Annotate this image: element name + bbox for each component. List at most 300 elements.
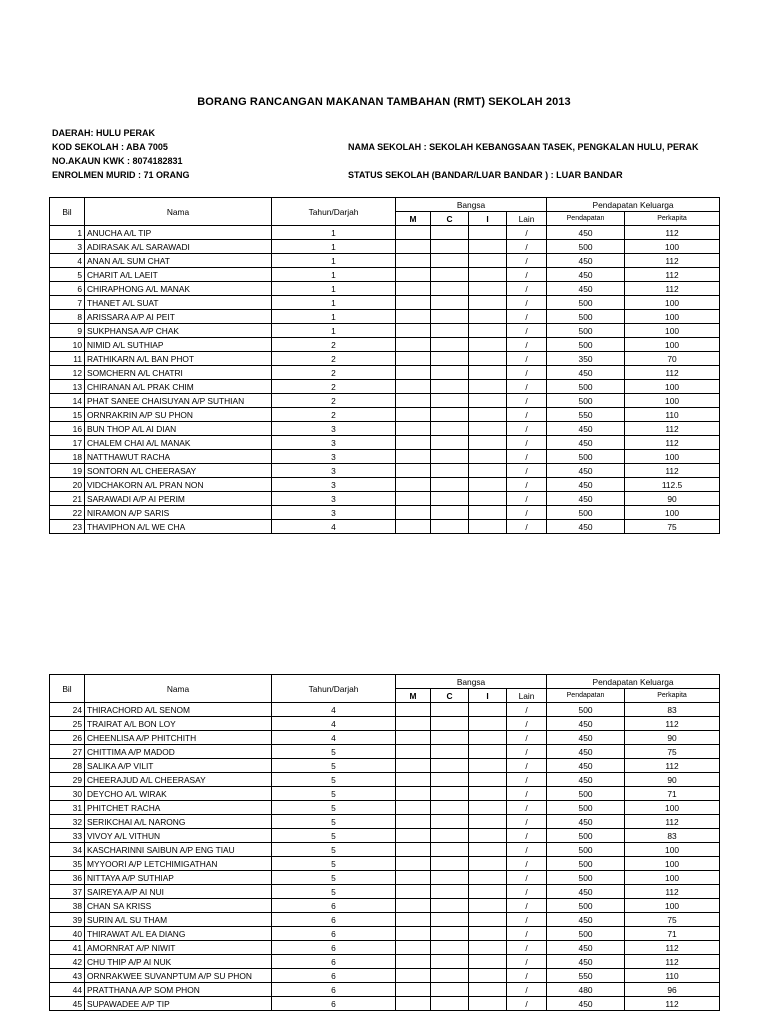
row-lain: / — [507, 492, 547, 506]
header-bil: Bil — [50, 675, 85, 703]
table-row — [50, 422, 720, 436]
row-bil: 27 — [50, 745, 85, 759]
row-tahun: 5 — [272, 773, 396, 787]
row-lain: / — [507, 464, 547, 478]
row-m — [396, 226, 431, 240]
row-bil: 10 — [50, 338, 85, 352]
header-perkapita: Perkapita — [625, 212, 720, 226]
row-bil: 24 — [50, 703, 85, 717]
table-row — [50, 885, 720, 899]
no-akaun-label: NO.AKAUN KWK : 8074182831 — [52, 156, 183, 166]
table-row — [50, 520, 720, 534]
row-m — [396, 268, 431, 282]
row-lain: / — [507, 857, 547, 871]
row-lain: / — [507, 969, 547, 983]
row-perkapita: 112 — [625, 464, 720, 478]
row-bil: 33 — [50, 829, 85, 843]
row-tahun: 1 — [272, 268, 396, 282]
row-bil: 6 — [50, 282, 85, 296]
row-c — [431, 857, 469, 871]
row-bil: 23 — [50, 520, 85, 534]
row-nama: CHAN SA KRISS — [85, 899, 272, 913]
row-lain: / — [507, 338, 547, 352]
row-pendapatan: 450 — [547, 773, 625, 787]
row-lain: / — [507, 703, 547, 717]
enrolmen-label: ENROLMEN MURID : 71 ORANG — [52, 170, 190, 180]
row-c — [431, 506, 469, 520]
row-m — [396, 240, 431, 254]
row-m — [396, 773, 431, 787]
row-c — [431, 464, 469, 478]
table-row — [50, 829, 720, 843]
row-perkapita: 100 — [625, 857, 720, 871]
table-row — [50, 366, 720, 380]
table-row — [50, 997, 720, 1011]
row-m — [396, 913, 431, 927]
header-pendapatan-keluarga: Pendapatan Keluarga — [547, 198, 720, 212]
header-pendapatan: Pendapatan — [547, 689, 625, 703]
table-row — [50, 983, 720, 997]
row-c — [431, 520, 469, 534]
row-bil: 38 — [50, 899, 85, 913]
row-i — [469, 955, 507, 969]
row-lain: / — [507, 871, 547, 885]
row-nama: CHU THIP A/P AI NUK — [85, 955, 272, 969]
row-i — [469, 436, 507, 450]
row-i — [469, 871, 507, 885]
table-row — [50, 268, 720, 282]
row-m — [396, 857, 431, 871]
row-lain: / — [507, 394, 547, 408]
row-tahun: 3 — [272, 422, 396, 436]
row-c — [431, 254, 469, 268]
row-i — [469, 338, 507, 352]
row-i — [469, 268, 507, 282]
header-m: M — [396, 212, 431, 226]
row-perkapita: 71 — [625, 787, 720, 801]
row-lain: / — [507, 408, 547, 422]
table-row — [50, 408, 720, 422]
table-row — [50, 843, 720, 857]
row-nama: DEYCHO A/L WIRAK — [85, 787, 272, 801]
row-lain: / — [507, 422, 547, 436]
row-tahun: 5 — [272, 759, 396, 773]
header-i: I — [469, 212, 507, 226]
row-i — [469, 745, 507, 759]
row-c — [431, 801, 469, 815]
row-pendapatan: 450 — [547, 815, 625, 829]
row-m — [396, 899, 431, 913]
row-i — [469, 913, 507, 927]
row-nama: SAIREYA A/P AI NUI — [85, 885, 272, 899]
row-bil: 25 — [50, 717, 85, 731]
row-pendapatan: 450 — [547, 226, 625, 240]
header-lain: Lain — [507, 212, 547, 226]
table-row — [50, 436, 720, 450]
table-row — [50, 506, 720, 520]
row-perkapita: 71 — [625, 927, 720, 941]
row-i — [469, 422, 507, 436]
row-lain: / — [507, 380, 547, 394]
row-m — [396, 506, 431, 520]
row-pendapatan: 500 — [547, 927, 625, 941]
row-m — [396, 829, 431, 843]
row-m — [396, 703, 431, 717]
header-bangsa: Bangsa — [396, 675, 547, 689]
row-c — [431, 717, 469, 731]
row-c — [431, 422, 469, 436]
header-nama: Nama — [85, 675, 272, 703]
row-i — [469, 240, 507, 254]
row-m — [396, 885, 431, 899]
row-c — [431, 380, 469, 394]
row-lain: / — [507, 324, 547, 338]
row-tahun: 2 — [272, 366, 396, 380]
row-tahun: 1 — [272, 310, 396, 324]
row-nama: ARISSARA A/P AI PEIT — [85, 310, 272, 324]
row-pendapatan: 450 — [547, 464, 625, 478]
row-nama: NATTHAWUT RACHA — [85, 450, 272, 464]
row-m — [396, 927, 431, 941]
row-perkapita: 112 — [625, 941, 720, 955]
row-perkapita: 100 — [625, 871, 720, 885]
row-lain: / — [507, 254, 547, 268]
row-lain: / — [507, 240, 547, 254]
row-bil: 14 — [50, 394, 85, 408]
header-m: M — [396, 689, 431, 703]
row-perkapita: 90 — [625, 492, 720, 506]
row-lain: / — [507, 913, 547, 927]
table-row — [50, 338, 720, 352]
row-bil: 40 — [50, 927, 85, 941]
table-row — [50, 801, 720, 815]
row-c — [431, 366, 469, 380]
row-bil: 1 — [50, 226, 85, 240]
row-nama: THANET A/L SUAT — [85, 296, 272, 310]
row-perkapita: 75 — [625, 745, 720, 759]
row-nama: SOMCHERN A/L CHATRI — [85, 366, 272, 380]
row-pendapatan: 450 — [547, 436, 625, 450]
row-i — [469, 310, 507, 324]
row-c — [431, 927, 469, 941]
row-c — [431, 703, 469, 717]
row-nama: BUN THOP A/L AI DIAN — [85, 422, 272, 436]
row-bil: 35 — [50, 857, 85, 871]
row-perkapita: 75 — [625, 913, 720, 927]
table-row — [50, 324, 720, 338]
row-m — [396, 717, 431, 731]
row-pendapatan: 500 — [547, 394, 625, 408]
row-perkapita: 112 — [625, 226, 720, 240]
row-lain: / — [507, 843, 547, 857]
row-nama: CHIRAPHONG A/L MANAK — [85, 282, 272, 296]
row-m — [396, 394, 431, 408]
row-c — [431, 478, 469, 492]
row-pendapatan: 500 — [547, 857, 625, 871]
row-perkapita: 112 — [625, 366, 720, 380]
row-tahun: 2 — [272, 352, 396, 366]
row-tahun: 3 — [272, 450, 396, 464]
row-perkapita: 112 — [625, 436, 720, 450]
row-bil: 21 — [50, 492, 85, 506]
row-nama: CHITTIMA A/P MADOD — [85, 745, 272, 759]
row-nama: THIRAWAT A/L EA DIANG — [85, 927, 272, 941]
table-row — [50, 815, 720, 829]
row-tahun: 3 — [272, 436, 396, 450]
row-m — [396, 296, 431, 310]
row-m — [396, 843, 431, 857]
row-c — [431, 815, 469, 829]
header-tahun: Tahun/Darjah — [272, 198, 396, 226]
row-i — [469, 703, 507, 717]
row-m — [396, 759, 431, 773]
row-perkapita: 100 — [625, 380, 720, 394]
row-perkapita: 90 — [625, 731, 720, 745]
table-row — [50, 773, 720, 787]
row-pendapatan: 500 — [547, 338, 625, 352]
row-i — [469, 885, 507, 899]
row-c — [431, 885, 469, 899]
row-pendapatan: 450 — [547, 366, 625, 380]
row-lain: / — [507, 450, 547, 464]
row-nama: CHARIT A/L LAEIT — [85, 268, 272, 282]
row-perkapita: 110 — [625, 969, 720, 983]
row-i — [469, 450, 507, 464]
header-pendapatan: Pendapatan — [547, 212, 625, 226]
row-lain: / — [507, 436, 547, 450]
row-lain: / — [507, 773, 547, 787]
row-pendapatan: 500 — [547, 506, 625, 520]
row-m — [396, 801, 431, 815]
header-c: C — [431, 689, 469, 703]
row-m — [396, 254, 431, 268]
row-perkapita: 100 — [625, 450, 720, 464]
row-c — [431, 296, 469, 310]
row-i — [469, 843, 507, 857]
row-c — [431, 969, 469, 983]
row-lain: / — [507, 296, 547, 310]
row-m — [396, 464, 431, 478]
row-pendapatan: 500 — [547, 843, 625, 857]
row-nama: SERIKCHAI A/L NARONG — [85, 815, 272, 829]
nama-sekolah-label: NAMA SEKOLAH : SEKOLAH KEBANGSAAN TASEK, PENGKALAN HULU, PERAK — [348, 142, 699, 152]
row-c — [431, 310, 469, 324]
row-nama: NIMID A/L SUTHIAP — [85, 338, 272, 352]
row-tahun: 5 — [272, 801, 396, 815]
row-perkapita: 112 — [625, 955, 720, 969]
row-nama: PHITCHET RACHA — [85, 801, 272, 815]
row-lain: / — [507, 829, 547, 843]
row-perkapita: 100 — [625, 310, 720, 324]
row-lain: / — [507, 506, 547, 520]
daerah-label: DAERAH: HULU PERAK — [52, 128, 155, 138]
row-pendapatan: 350 — [547, 352, 625, 366]
row-bil: 26 — [50, 731, 85, 745]
row-c — [431, 731, 469, 745]
header-lain: Lain — [507, 689, 547, 703]
row-nama: CHEERAJUD A/L CHEERASAY — [85, 773, 272, 787]
row-pendapatan: 450 — [547, 282, 625, 296]
row-i — [469, 941, 507, 955]
row-m — [396, 997, 431, 1011]
row-c — [431, 436, 469, 450]
row-lain: / — [507, 899, 547, 913]
row-nama: SUPAWADEE A/P TIP — [85, 997, 272, 1011]
row-m — [396, 871, 431, 885]
row-tahun: 3 — [272, 478, 396, 492]
row-i — [469, 464, 507, 478]
row-tahun: 6 — [272, 955, 396, 969]
table-row — [50, 352, 720, 366]
row-m — [396, 983, 431, 997]
row-perkapita: 100 — [625, 506, 720, 520]
row-i — [469, 731, 507, 745]
row-perkapita: 90 — [625, 773, 720, 787]
row-bil: 22 — [50, 506, 85, 520]
table-row — [50, 899, 720, 913]
row-bil: 42 — [50, 955, 85, 969]
row-pendapatan: 500 — [547, 240, 625, 254]
row-pendapatan: 450 — [547, 268, 625, 282]
row-bil: 31 — [50, 801, 85, 815]
row-perkapita: 75 — [625, 520, 720, 534]
row-pendapatan: 450 — [547, 254, 625, 268]
row-i — [469, 380, 507, 394]
row-m — [396, 815, 431, 829]
row-nama: NIRAMON A/P SARIS — [85, 506, 272, 520]
row-m — [396, 310, 431, 324]
row-lain: / — [507, 787, 547, 801]
row-c — [431, 745, 469, 759]
row-tahun: 2 — [272, 380, 396, 394]
row-perkapita: 110 — [625, 408, 720, 422]
row-nama: ADIRASAK A/L SARAWADI — [85, 240, 272, 254]
row-perkapita: 70 — [625, 352, 720, 366]
table-row — [50, 745, 720, 759]
row-pendapatan: 500 — [547, 324, 625, 338]
row-lain: / — [507, 478, 547, 492]
row-nama: NITTAYA A/P SUTHIAP — [85, 871, 272, 885]
row-c — [431, 899, 469, 913]
row-tahun: 5 — [272, 787, 396, 801]
row-perkapita: 112.5 — [625, 478, 720, 492]
row-bil: 13 — [50, 380, 85, 394]
table-row — [50, 871, 720, 885]
row-i — [469, 787, 507, 801]
row-tahun: 1 — [272, 226, 396, 240]
row-bil: 41 — [50, 941, 85, 955]
row-m — [396, 366, 431, 380]
table-row — [50, 380, 720, 394]
status-sekolah-label: STATUS SEKOLAH (BANDAR/LUAR BANDAR ) : LUAR BANDAR — [348, 170, 623, 180]
table-row — [50, 941, 720, 955]
row-tahun: 5 — [272, 871, 396, 885]
row-i — [469, 520, 507, 534]
table-row — [50, 478, 720, 492]
row-tahun: 5 — [272, 829, 396, 843]
row-pendapatan: 500 — [547, 310, 625, 324]
row-bil: 17 — [50, 436, 85, 450]
row-bil: 44 — [50, 983, 85, 997]
row-tahun: 1 — [272, 254, 396, 268]
header-pendapatan-keluarga: Pendapatan Keluarga — [547, 675, 720, 689]
row-lain: / — [507, 352, 547, 366]
table-row — [50, 394, 720, 408]
row-tahun: 5 — [272, 745, 396, 759]
row-c — [431, 759, 469, 773]
row-tahun: 6 — [272, 913, 396, 927]
row-i — [469, 815, 507, 829]
row-bil: 19 — [50, 464, 85, 478]
row-tahun: 1 — [272, 324, 396, 338]
row-bil: 4 — [50, 254, 85, 268]
student-table-2 — [49, 674, 720, 1011]
row-pendapatan: 450 — [547, 885, 625, 899]
row-i — [469, 254, 507, 268]
row-bil: 45 — [50, 997, 85, 1011]
row-nama: SARAWADI A/P AI PERIM — [85, 492, 272, 506]
row-tahun: 5 — [272, 885, 396, 899]
row-lain: / — [507, 927, 547, 941]
row-lain: / — [507, 366, 547, 380]
row-i — [469, 857, 507, 871]
row-tahun: 4 — [272, 731, 396, 745]
row-perkapita: 112 — [625, 268, 720, 282]
row-i — [469, 969, 507, 983]
row-i — [469, 282, 507, 296]
row-perkapita: 100 — [625, 296, 720, 310]
row-bil: 18 — [50, 450, 85, 464]
row-pendapatan: 500 — [547, 787, 625, 801]
row-i — [469, 394, 507, 408]
row-pendapatan: 480 — [547, 983, 625, 997]
row-nama: THAVIPHON A/L WE CHA — [85, 520, 272, 534]
row-bil: 39 — [50, 913, 85, 927]
row-i — [469, 717, 507, 731]
row-m — [396, 324, 431, 338]
row-pendapatan: 500 — [547, 380, 625, 394]
row-i — [469, 997, 507, 1011]
row-lain: / — [507, 268, 547, 282]
document-title: BORANG RANCANGAN MAKANAN TAMBAHAN (RMT) SEKOLAH 2013 — [197, 96, 571, 108]
row-lain: / — [507, 955, 547, 969]
row-tahun: 3 — [272, 492, 396, 506]
table-row — [50, 310, 720, 324]
row-perkapita: 83 — [625, 703, 720, 717]
row-tahun: 6 — [272, 983, 396, 997]
row-tahun: 1 — [272, 282, 396, 296]
row-lain: / — [507, 226, 547, 240]
row-pendapatan: 450 — [547, 745, 625, 759]
row-bil: 32 — [50, 815, 85, 829]
row-c — [431, 492, 469, 506]
row-tahun: 4 — [272, 717, 396, 731]
row-i — [469, 226, 507, 240]
row-pendapatan: 500 — [547, 829, 625, 843]
row-m — [396, 422, 431, 436]
row-tahun: 6 — [272, 969, 396, 983]
row-nama: VIVOY A/L VITHUN — [85, 829, 272, 843]
row-bil: 20 — [50, 478, 85, 492]
row-c — [431, 955, 469, 969]
row-lain: / — [507, 997, 547, 1011]
row-bil: 9 — [50, 324, 85, 338]
row-pendapatan: 450 — [547, 955, 625, 969]
row-bil: 28 — [50, 759, 85, 773]
row-pendapatan: 450 — [547, 997, 625, 1011]
row-i — [469, 492, 507, 506]
row-i — [469, 324, 507, 338]
